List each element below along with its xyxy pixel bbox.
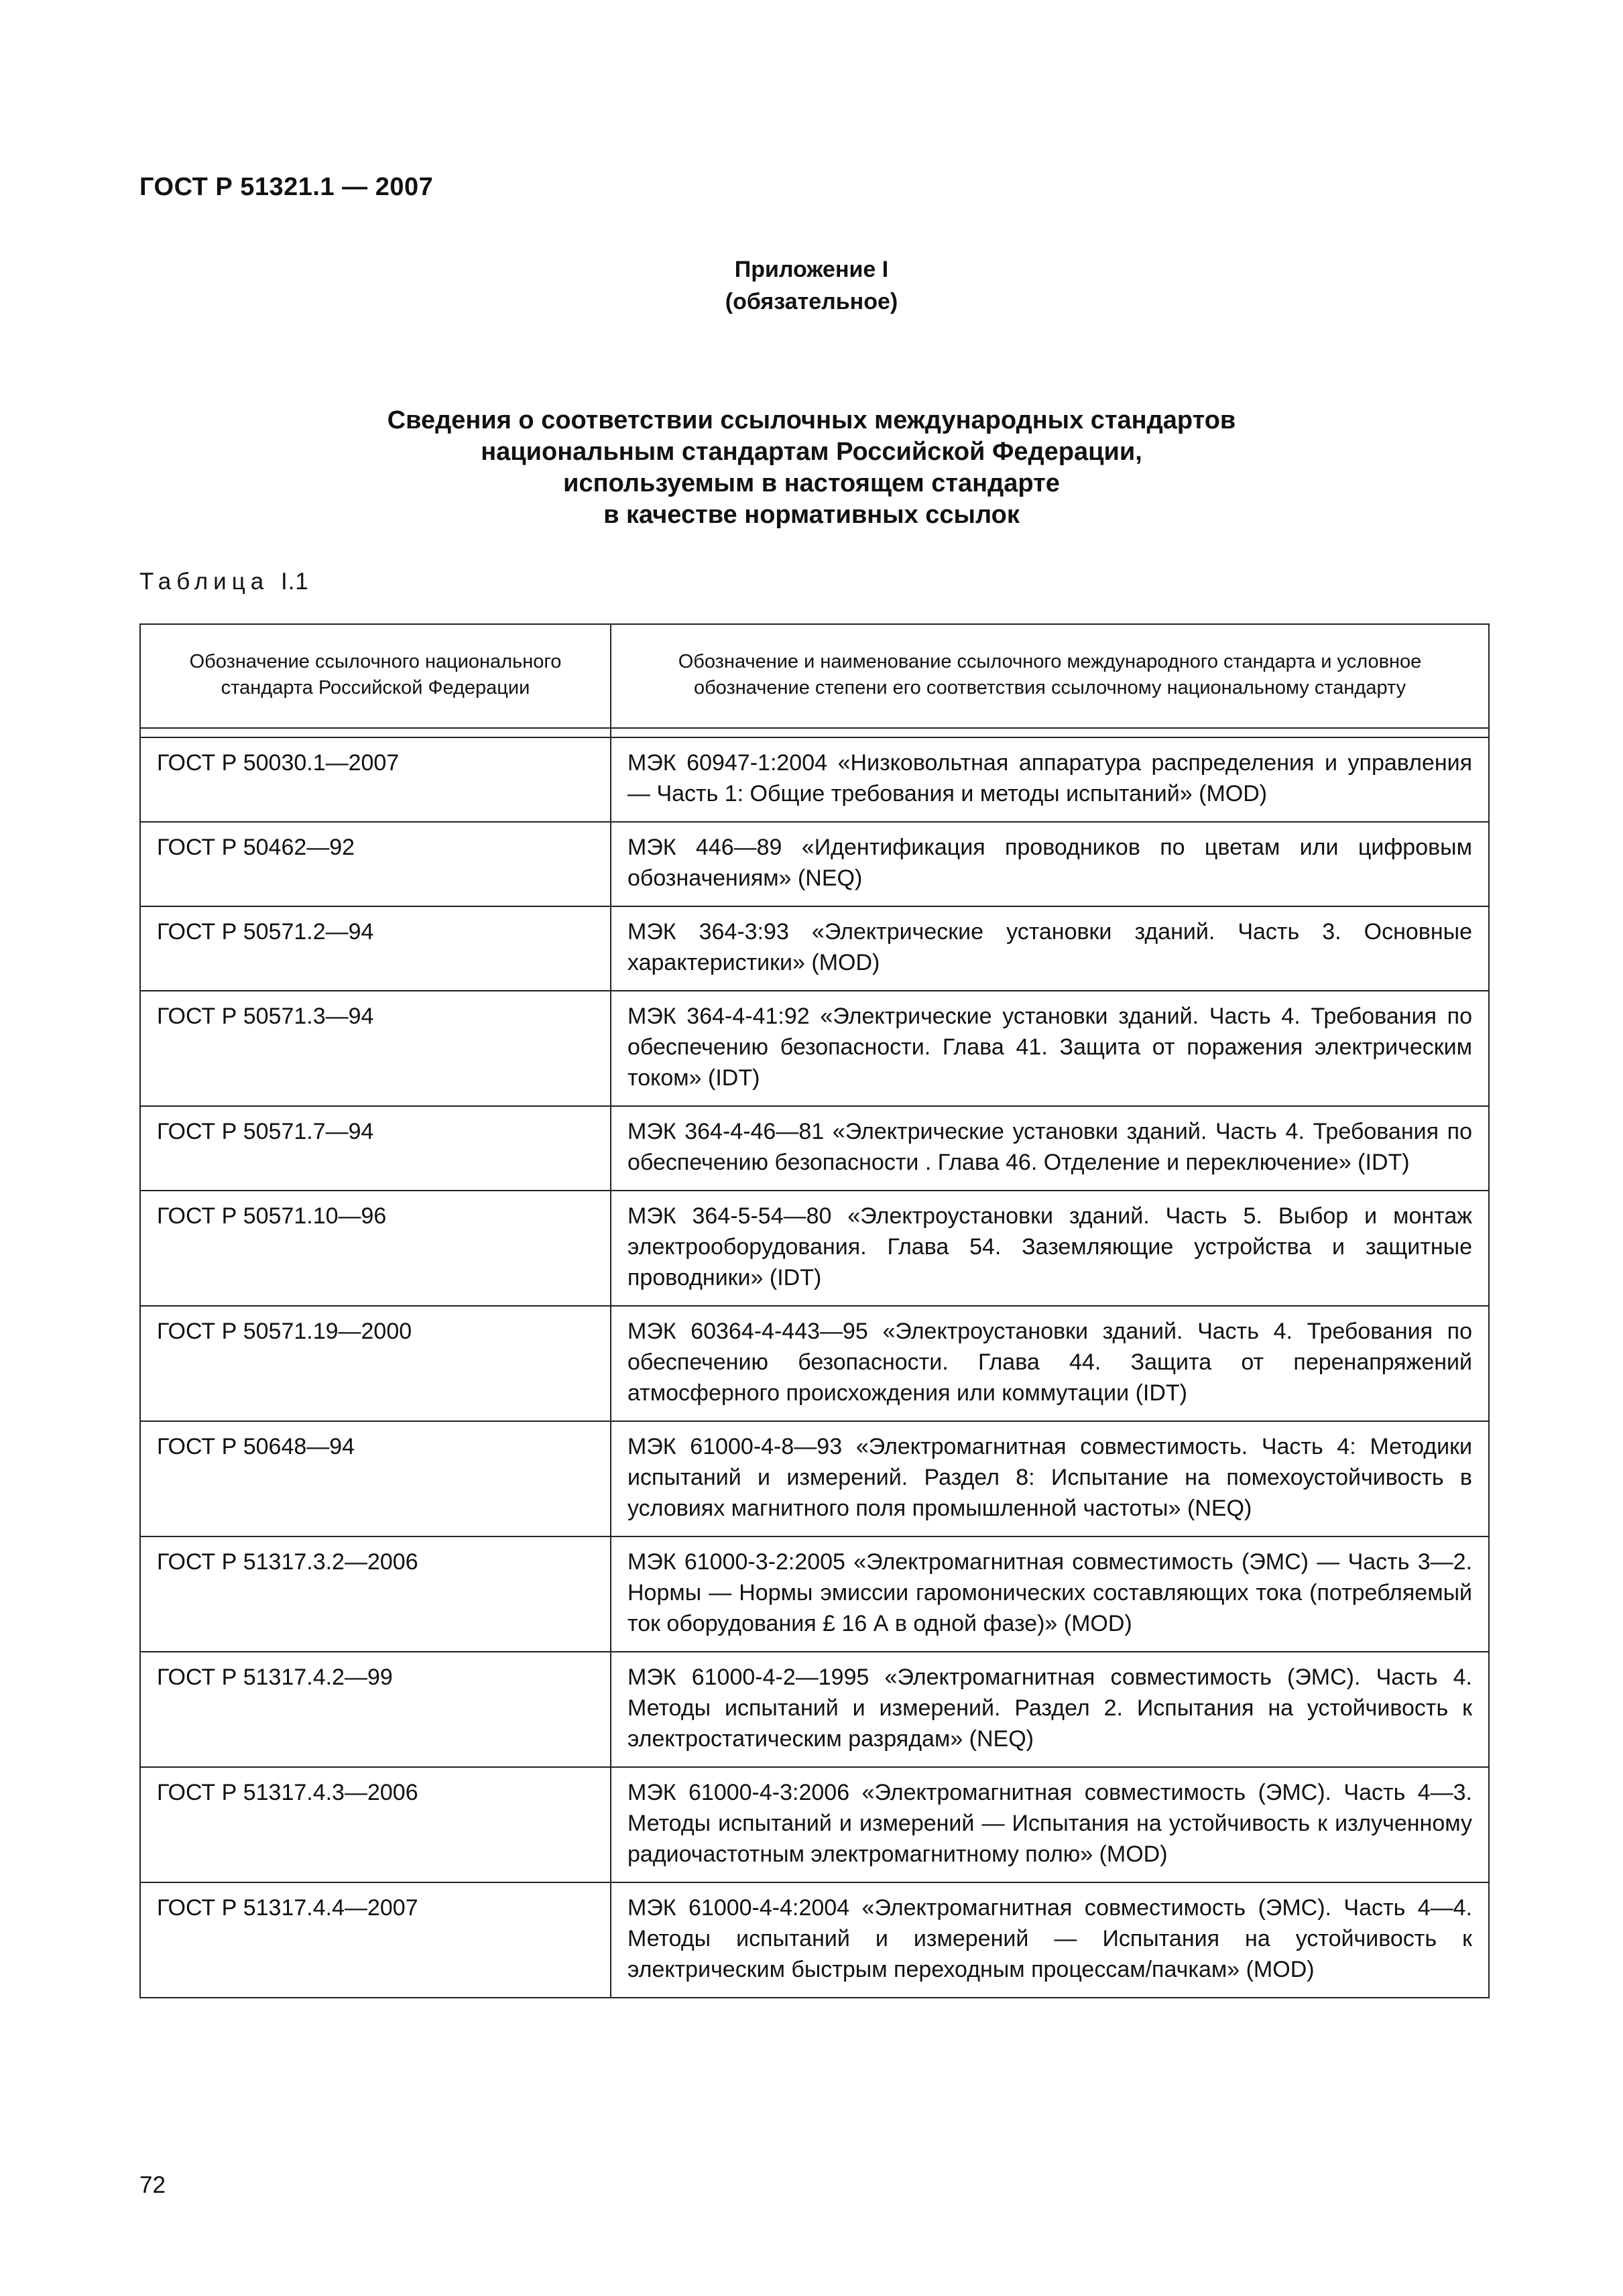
table-row [140,737,1489,822]
international-standard-cell: МЭК 364-5-54—80 «Электроустановки зданий. Часть 5. Выбор и монтаж электрооборудования. Глава 54. Заземляющие устройства и защитные проводники» (IDT) [611,1191,1489,1306]
table-caption [139,568,309,595]
national-standard-cell: ГОСТ Р 50571.2—94 [140,906,611,991]
table-row [140,1421,1489,1536]
table-row [140,1191,1489,1306]
international-standard-cell: МЭК 61000-3-2:2005 «Электромагнитная совместимость (ЭМС) — Часть 3—2. Нормы — Нормы эмиссии гаромонических составляющих тока (потребляемый ток оборудования £ 16 А в одной фазе)» (MOD) [611,1536,1489,1652]
separator-cell [611,728,1489,737]
national-standard-cell: ГОСТ Р 50571.3—94 [140,991,611,1106]
table-row [140,1767,1489,1882]
table-body [140,728,1489,1998]
international-standard-cell: МЭК 61000-4-8—93 «Электромагнитная совместимость. Часть 4: Методики испытаний и измерений. Раздел 8: Испытание на помехоустойчивость в условиях магнитного поля промышленной частоты» (NEQ) [611,1421,1489,1536]
national-standard-cell: ГОСТ Р 50462—92 [140,822,611,906]
annex-heading [0,253,1623,318]
national-standard-cell: ГОСТ Р 51317.4.3—2006 [140,1767,611,1882]
separator-cell [140,728,611,737]
international-standard-cell: МЭК 61000-4-3:2006 «Электромагнитная совместимость (ЭМС). Часть 4—3. Методы испытаний и измерений — Испытания на устойчивость к излученному радиочастотным электромагнитному полю» (MOD) [611,1767,1489,1882]
table-row [140,1106,1489,1191]
page-number: 72 [139,2172,166,2198]
international-standard-cell: МЭК 364-4-46—81 «Электрические установки зданий. Часть 4. Требования по обеспечению безопасности . Глава 46. Отделение и переключение» (IDT) [611,1106,1489,1191]
international-standard-cell: МЭК 364-4-41:92 «Электрические установки зданий. Часть 4. Требования по обеспечению безопасности. Глава 41. Защита от поражения электрическим током» (IDT) [611,991,1489,1106]
national-standard-cell: ГОСТ Р 51317.3.2—2006 [140,1536,611,1652]
national-standard-cell: ГОСТ Р 51317.4.2—99 [140,1652,611,1767]
section-title [0,405,1623,531]
table-row [140,822,1489,906]
table-caption-word: Таблица [139,568,269,595]
table-row [140,906,1489,991]
table-row [140,991,1489,1106]
national-standard-cell: ГОСТ Р 50571.7—94 [140,1106,611,1191]
national-standard-cell: ГОСТ Р 50571.10—96 [140,1191,611,1306]
header-separator-row [140,728,1489,737]
section-title-line-3: используемым в настоящем стандарте [563,469,1060,497]
national-standard-cell: ГОСТ Р 50030.1—2007 [140,737,611,822]
international-standard-cell: МЭК 364-3:93 «Электрические установки зданий. Часть 3. Основные характеристики» (MOD) [611,906,1489,991]
national-standard-cell: ГОСТ Р 50648—94 [140,1421,611,1536]
international-standard-cell: МЭК 61000-4-2—1995 «Электромагнитная совместимость (ЭМС). Часть 4. Методы испытаний и измерений. Раздел 2. Испытания на устойчивость к электростатическим разрядам» (NEQ) [611,1652,1489,1767]
reference-table [139,623,1490,1998]
table-row [140,1652,1489,1767]
international-standard-cell: МЭК 60947-1:2004 «Низковольтная аппаратура распределения и управления — Часть 1: Общие требования и методы испытаний» (MOD) [611,737,1489,822]
section-title-line-4: в качестве нормативных ссылок [603,501,1020,529]
table-header-row [140,624,1489,728]
national-standard-cell: ГОСТ Р 51317.4.4—2007 [140,1882,611,1998]
section-title-line-1: Сведения о соответствии ссылочных международных стандартов [387,406,1236,434]
annex-status: (обязательное) [725,289,898,314]
international-standard-cell: МЭК 61000-4-4:2004 «Электромагнитная совместимость (ЭМС). Часть 4—4. Методы испытаний и измерений — Испытания на устойчивость к электрическим быстрым переходным процессам/пачкам» (MOD) [611,1882,1489,1998]
table-row [140,1882,1489,1998]
header-international-standard: Обозначение и наименование ссылочного международного стандарта и условное обозначение степени его соответствия ссылочному национальному стандарту [611,624,1489,728]
international-standard-cell: МЭК 60364-4-443—95 «Электроустановки зданий. Часть 4. Требования по обеспечению безопасности. Глава 44. Защита от перенапряжений атмосферного происхождения или коммутации (IDT) [611,1306,1489,1421]
header-national-standard: Обозначение ссылочного национального стандарта Российской Федерации [140,624,611,728]
national-standard-cell: ГОСТ Р 50571.19—2000 [140,1306,611,1421]
document-code: ГОСТ Р 51321.1 — 2007 [139,173,434,201]
annex-title: Приложение I [734,257,889,282]
table-row [140,1306,1489,1421]
section-title-line-2: национальным стандартам Российской Федерации, [481,438,1142,466]
table-caption-number: I.1 [280,568,309,595]
international-standard-cell: МЭК 446—89 «Идентификация проводников по цветам или цифровым обозначениям» (NEQ) [611,822,1489,906]
table-row [140,1536,1489,1652]
